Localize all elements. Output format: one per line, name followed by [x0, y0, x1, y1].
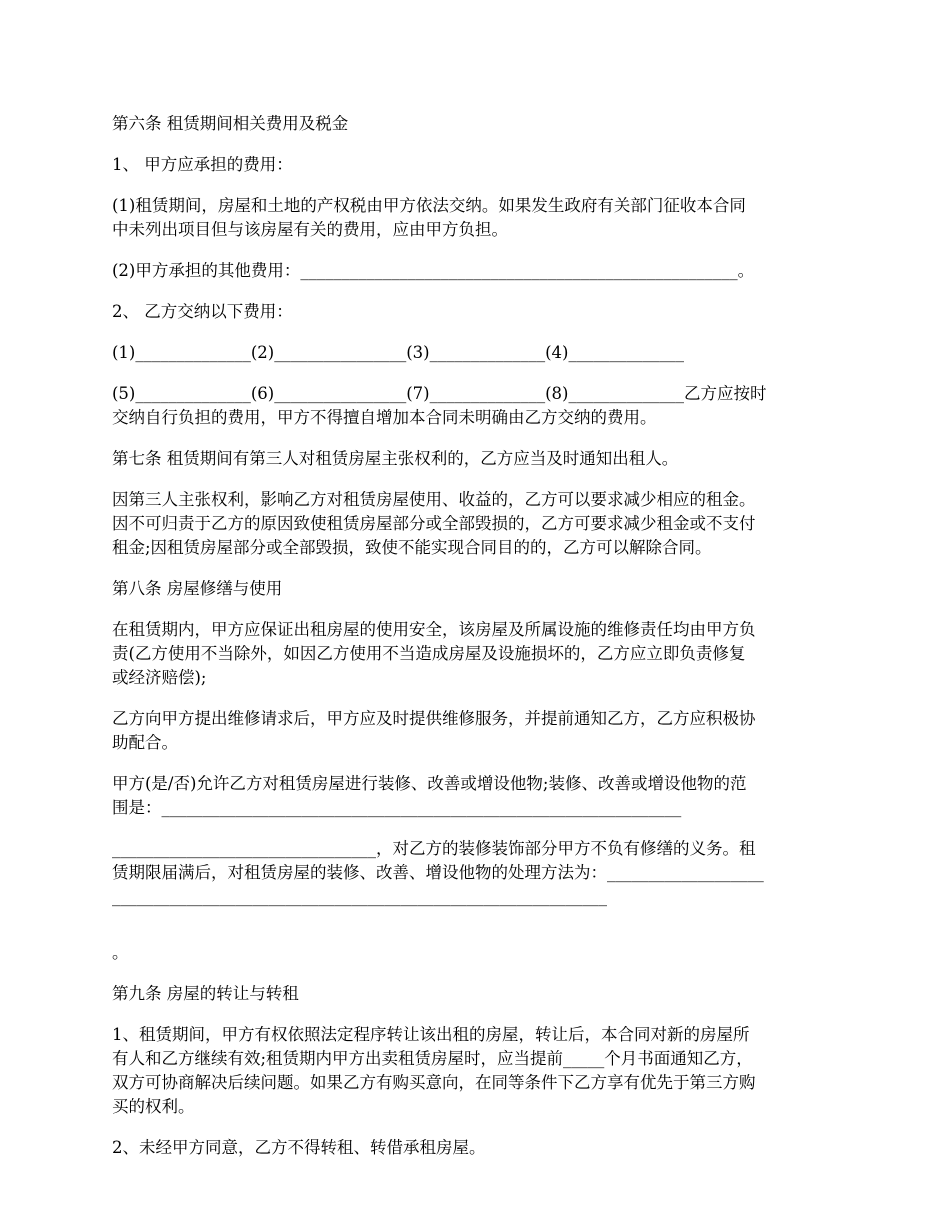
paragraph-line: 因不可归责于乙方的原因致使租赁房屋部分或全部毁损的，乙方可要求减少租金或不支付	[112, 514, 756, 533]
paragraph-line: (2)甲方承担的其他费用：_____________________________________________________。	[112, 261, 755, 280]
paragraph-line: 甲方(是/否)允许乙方对租赁房屋进行装修、改善或增设他物;装修、改善或增设他物的范	[112, 774, 747, 793]
contract-page	[112, 112, 840, 1177]
article-9-title	[112, 982, 840, 1006]
article-6-item-1-heading-text: 1、 甲方应承担的费用：	[112, 155, 293, 174]
paragraph-line: 中未列出项目但与该房屋有关的费用，应由甲方负担。	[112, 220, 508, 239]
paragraph-line: 有人和乙方继续有效;租赁期内甲方出卖租赁房屋时，应当提前_____个月书面通知乙方，	[112, 1049, 753, 1068]
paragraph-line: 乙方向甲方提出维修请求后，甲方应及时提供维修服务，并提前通知乙方，乙方应积极协	[112, 709, 756, 728]
article-7-paragraph-1	[112, 488, 840, 560]
article-8-paragraph-5	[112, 941, 840, 965]
paragraph-line: 双方可协商解决后续问题。如果乙方有购买意向，在同等条件下乙方享有优先于第三方购	[112, 1073, 756, 1092]
paragraph-line: 租金;因租赁房屋部分或全部毁损，致使不能实现合同目的的，乙方可以解除合同。	[112, 538, 712, 557]
article-7-title-text: 第七条 租赁期间有第三人对租赁房屋主张权利的，乙方应当及时通知出租人。	[112, 449, 679, 468]
article-6-item-1-paragraph-1	[112, 194, 840, 242]
article-6-item-1-paragraph-2	[112, 259, 840, 283]
article-9-paragraph-2	[112, 1136, 840, 1160]
article-6-item-2-heading-text: 2、 乙方交纳以下费用：	[112, 302, 293, 321]
article-6-title-text: 第六条 租赁期间相关费用及税金	[112, 114, 349, 133]
paragraph-line: 买的权利。	[112, 1097, 195, 1116]
paragraph-line: (5)______________(6)________________(7)______________(8)______________乙方应按时	[112, 384, 767, 403]
article-6-title	[112, 112, 840, 136]
paragraph-line: (1)租赁期间，房屋和土地的产权税由甲方依法交纳。如果发生政府有关部门征收本合同	[112, 196, 746, 215]
paragraph-line: 助配合。	[112, 733, 178, 752]
article-6-item-1-heading	[112, 153, 840, 177]
article-6-item-2-fee-list-1	[112, 341, 840, 365]
article-8-title-text: 第八条 房屋修缮与使用	[112, 579, 283, 598]
article-7-title	[112, 447, 840, 471]
paragraph-line: (1)______________(2)________________(3)______________(4)______________	[112, 343, 684, 362]
paragraph-line: ________________________________，对乙方的装修装饰部分甲方不负有修缮的义务。租	[112, 839, 756, 858]
paragraph-line: 或经济赔偿);	[112, 668, 207, 687]
article-8-paragraph-4	[112, 837, 840, 909]
article-8-paragraph-2	[112, 707, 840, 755]
article-8-paragraph-3	[112, 772, 840, 820]
article-6-item-2-fee-list-2	[112, 382, 840, 430]
article-9-paragraph-1	[112, 1023, 840, 1119]
paragraph-line: 围是：_______________________________________________________________	[112, 798, 682, 817]
paragraph-line: 赁期限届满后，对租赁房屋的装修、改善、增设他物的处理方法为：___________________	[112, 863, 764, 882]
paragraph-line: 在租赁期内，甲方应保证出租房屋的使用安全，该房屋及所属设施的维修责任均由甲方负	[112, 620, 756, 639]
paragraph-line: 2、未经甲方同意，乙方不得转租、转借承租房屋。	[112, 1138, 486, 1157]
article-8-title	[112, 577, 840, 601]
paragraph-line: 因第三人主张权利，影响乙方对租赁房屋使用、收益的，乙方可以要求减少相应的租金。	[112, 490, 756, 509]
paragraph-line: 交纳自行负担的费用，甲方不得擅自增加本合同未明确由乙方交纳的费用。	[112, 408, 657, 427]
article-8-paragraph-1	[112, 618, 840, 690]
article-6-item-2-heading	[112, 300, 840, 324]
paragraph-spacer	[112, 926, 840, 941]
paragraph-line: 1、租赁期间，甲方有权依照法定程序转让该出租的房屋，转让后，本合同对新的房屋所	[112, 1025, 750, 1044]
paragraph-line: ____________________________________________________________	[112, 887, 607, 906]
paragraph-line: 。	[112, 943, 129, 962]
paragraph-line: 责(乙方使用不当除外，如因乙方使用不当造成房屋及设施损坏的，乙方应立即负责修复	[112, 644, 746, 663]
article-9-title-text: 第九条 房屋的转让与转租	[112, 984, 299, 1003]
